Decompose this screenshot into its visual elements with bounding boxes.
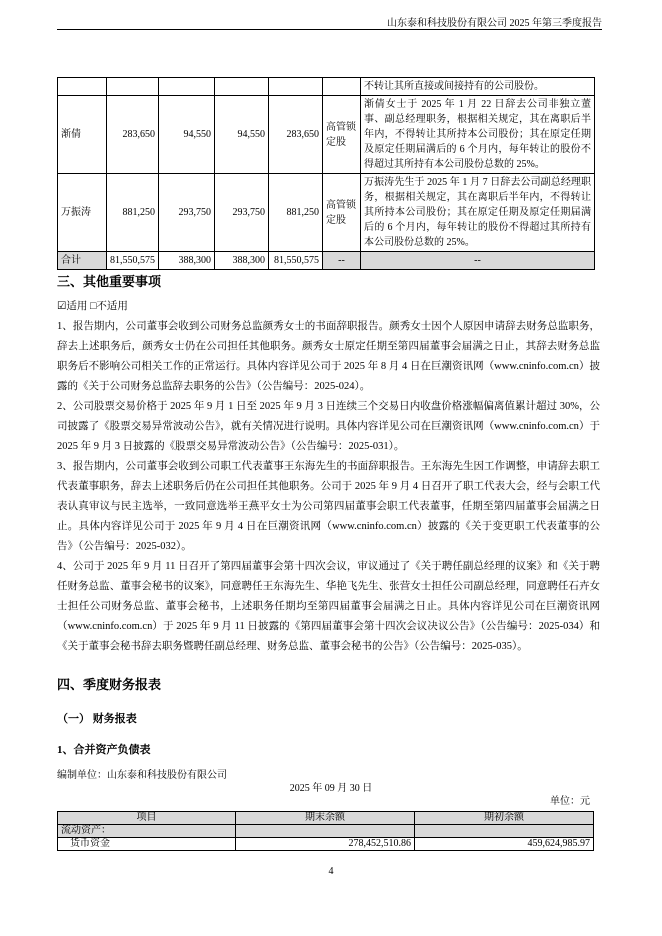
subsection-title: 1、合并资产负债表 [57, 744, 151, 756]
item-cell: 货币资金 [58, 838, 236, 851]
item-cell: 流动资产： [58, 825, 236, 838]
report-date: 2025 年 09 月 30 日 [289, 783, 373, 794]
paragraph: 2、公司股票交易价格于 2025 年 9 月 1 日至 2025 年 9 月 3 日连续三个交易日内收盘价格涨幅偏离值累计超过 30%，公司披露了《股票交易异常波动公告》，就有关情况进行说明。具体内容详见公司在巨潮资讯网（www.cninfo.com.cn）于 2025 年 9 月 3 日披露的《股票交易异常波动公告》（公告编号：2025-031）。 [57, 401, 600, 452]
cell: 881,250 [269, 174, 323, 252]
table-row [58, 96, 595, 174]
cell: -- [361, 252, 595, 270]
column-header: 项目 [58, 812, 236, 825]
paragraph: 4、公司于 2025 年 9 月 11 日召开了第四届董事会第十四次会议，审议通过了《关于聘任副总经理的议案》和《关于聘任财务总监、董事会秘书的议案》，同意聘任王东海先生、华艳飞先生、张营女士担任公司副总经理，同意聘任石卉女士担任公司财务总监、董事会秘书，上述职务任期均至第四届董事会届满之日止。具体内容详见公司在巨潮资讯网（www.cninfo.com.cn）于 2025 年 9 月 11 日披露的《第四届董事会第十四次会议决议公告》（公告编号：2025-034）和《关于董事会秘书辞去职务暨聘任副总经理、财务总监、董事会秘书的公告》（公告编号：2025-035）。 [57, 561, 600, 652]
table-row [58, 78, 595, 96]
cell: 293,750 [215, 174, 269, 252]
cell: 293,750 [159, 174, 215, 252]
holder-name: 渐倩 [58, 96, 107, 174]
page-header: 山东泰和科技股份有限公司 2025 年第三季度报告 [387, 18, 602, 29]
cell: 283,650 [269, 96, 323, 174]
cell: 94,550 [159, 96, 215, 174]
table-header [58, 812, 594, 825]
cell: 388,300 [159, 252, 215, 270]
note-cell: 万振涛先生于 2025 年 1 月 7 日辞去公司副总经理职务，根据相关规定，其在离职后半年内，不得转让其所持本公司股份；其在原定任期及原定任期届满后的 6 个月内，每年转让的股份不得超过其所持有本公司股份总数的 25%。 [361, 174, 595, 252]
cell [236, 825, 415, 838]
section-title: 三、其他重要事项 [57, 274, 162, 289]
balance-sheet-table [57, 811, 594, 851]
paragraph: 1、报告期内，公司董事会收到公司财务总监颜秀女士的书面辞职报告。颜秀女士因个人原因申请辞去财务总监职务，辞去上述职务后，颜秀女士仍在公司担任其他职务。颜秀女士原定任期至第四届董事会届满之日止，其辞去财务总监职务后不影响公司相关工作的正常运行。具体内容详见公司于 2025 年 8 月 4 日在巨潮资讯网（www.cninfo.com.cn）披露的《关于公司财务总监辞去职务的公告》（公告编号：2025-024）。 [57, 321, 600, 392]
restriction-type: 高管锁定股 [323, 174, 361, 252]
cell: 459,624,985.97 [415, 838, 594, 851]
column-header: 期末余额 [236, 812, 415, 825]
table-row [58, 825, 594, 838]
note-cell: 不转让其所直接或间接持有的公司股份。 [361, 78, 595, 96]
header-divider [57, 29, 602, 30]
section3-body [57, 297, 600, 657]
column-header: 期初余额 [415, 812, 594, 825]
cell [415, 825, 594, 838]
applicable-checkbox: ☑适用 □不适用 [57, 301, 128, 312]
cell: 881,250 [107, 174, 159, 252]
note-cell: 渐倩女士于 2025 年 1 月 22 日辞去公司非独立董事、副总经理职务，根据相关规定，其在离职后半年内，不得转让其所持本公司股份；其在原定任期及原定任期届满后的 6 个月内，每年转让的股份不得超过其所持有本公司股份总数的 25%。 [361, 96, 595, 174]
cell: 278,452,510.86 [236, 838, 415, 851]
section-title: 四、季度财务报表 [57, 677, 162, 692]
cell: 283,650 [107, 96, 159, 174]
page-number: 4 [328, 866, 334, 877]
subsection-title: （一） 财务报表 [57, 713, 137, 725]
holder-name: 万振涛 [58, 174, 107, 252]
total-row [58, 252, 595, 270]
restricted-shares-table [57, 77, 595, 270]
cell: 81,550,575 [269, 252, 323, 270]
table-row [58, 838, 594, 851]
prepared-by: 编制单位：山东泰和科技股份有限公司 [57, 770, 227, 781]
cell: 94,550 [215, 96, 269, 174]
unit-label: 单位：元 [550, 796, 590, 807]
table-row [58, 174, 595, 252]
cell: 388,300 [215, 252, 269, 270]
cell: -- [323, 252, 361, 270]
cell: 81,550,575 [107, 252, 159, 270]
restriction-type: 高管锁定股 [323, 96, 361, 174]
total-label: 合计 [58, 252, 107, 270]
paragraph: 3、报告期内，公司董事会收到公司职工代表董事王东海先生的书面辞职报告。王东海先生因工作调整，申请辞去职工代表董事职务，辞去上述职务后仍在公司担任其他职务。公司于 2025 年 9 月 4 日召开了职工代表大会，经与会职工代表认真审议与民主选举，一致同意选举王燕平女士为公司第四届董事会职工代表董事，任期至第四届董事会届满之日止。具体内容详见公司于 2025 年 9 月 4 日在巨潮资讯网（www.cninfo.com.cn）披露的《关于变更职工代表董事的公告》（公告编号：2025-032）。 [57, 461, 600, 552]
